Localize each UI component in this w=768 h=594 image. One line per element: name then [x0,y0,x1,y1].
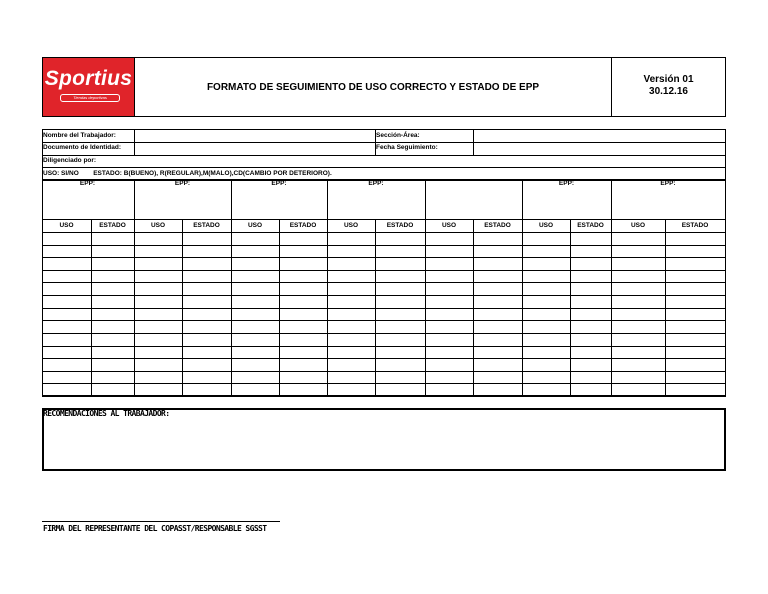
signature-line [42,521,280,522]
grid-line [42,257,726,258]
grid-line [91,219,92,397]
uso-column-header: USO [343,222,359,229]
uso-column-header: USO [150,222,166,229]
grid-line [231,180,232,397]
epp-header-label: EPP: [79,180,96,187]
grid-line [42,308,726,309]
version-label: Versión 01 [643,74,694,85]
document-title: FORMATO DE SEGUIMIENTO DE USO CORRECTO Y ESTADO DE EPP [206,81,540,93]
estado-column-header: ESTADO [193,222,220,229]
grid-line [134,180,135,397]
grid-line [42,333,726,334]
grid-line [425,180,426,397]
estado-column-header: ESTADO [484,222,511,229]
estado-column-header: ESTADO [99,222,126,229]
signature-label: FIRMA DEL REPRESENTANTE DEL COPASST/RESPONSABLE SGSST [43,524,267,533]
grid-line [42,320,726,321]
epp-header-label: EPP: [660,180,676,187]
version-block [612,74,725,98]
epp-header-label: EPP: [174,180,191,187]
grid-line [134,129,135,155]
followup-date-label: Fecha Seguimiento: [376,144,438,151]
estado-column-header: ESTADO [577,222,604,229]
grid-line [42,180,43,397]
uso-column-header: USO [441,222,457,229]
grid-line [42,346,726,347]
grid-line [473,129,474,155]
grid-line [725,129,726,180]
worker-name-label: Nombre del Trabajador: [43,132,116,139]
uso-column-header: USO [630,222,646,229]
legend-text: USO: SI/NO ESTADO: B(BUENO), R(REGULAR),M(MALO),CD(CAMBIO POR DETERIORO). [43,170,332,177]
grid-line [42,270,726,271]
id-document-label: Documento de Identidad: [43,144,121,151]
grid-line [42,383,726,384]
estado-column-header: ESTADO [681,222,709,229]
grid-line [570,219,571,397]
epp-header-label: EPP: [368,180,384,187]
recommendations-label: RECOMENDACIONES AL TRABAJADOR: [43,409,170,418]
epp-header-label: EPP: [558,180,575,187]
grid-line [42,295,726,296]
version-date: 30.12.16 [649,86,688,97]
uso-column-header: USO [59,222,74,229]
section-area-label: Sección-Área: [376,132,420,139]
grid-line [327,180,328,397]
grid-line [611,180,612,397]
logo-tagline: Tiendas deportivas [60,94,120,102]
grid-line [473,219,474,397]
grid-line [182,219,183,397]
grid-line [665,219,666,397]
grid-line [42,358,726,359]
epp-header-label: EPP: [271,180,287,187]
uso-column-header: USO [247,222,263,229]
grid-line [42,371,726,372]
grid-line [522,180,523,397]
table-bottom-border [42,395,726,397]
grid-line [375,219,376,397]
estado-column-header: ESTADO [289,222,317,229]
grid-line [725,180,726,397]
uso-column-header: USO [538,222,554,229]
logo-text: Sportius [44,67,133,90]
grid-line [42,245,726,246]
filled-by-label: Diligenciado por: [43,157,97,164]
grid-line [279,219,280,397]
grid-line [42,155,726,156]
grid-line [42,282,726,283]
grid-line [42,232,726,233]
company-logo [43,58,134,116]
estado-column-header: ESTADO [386,222,414,229]
